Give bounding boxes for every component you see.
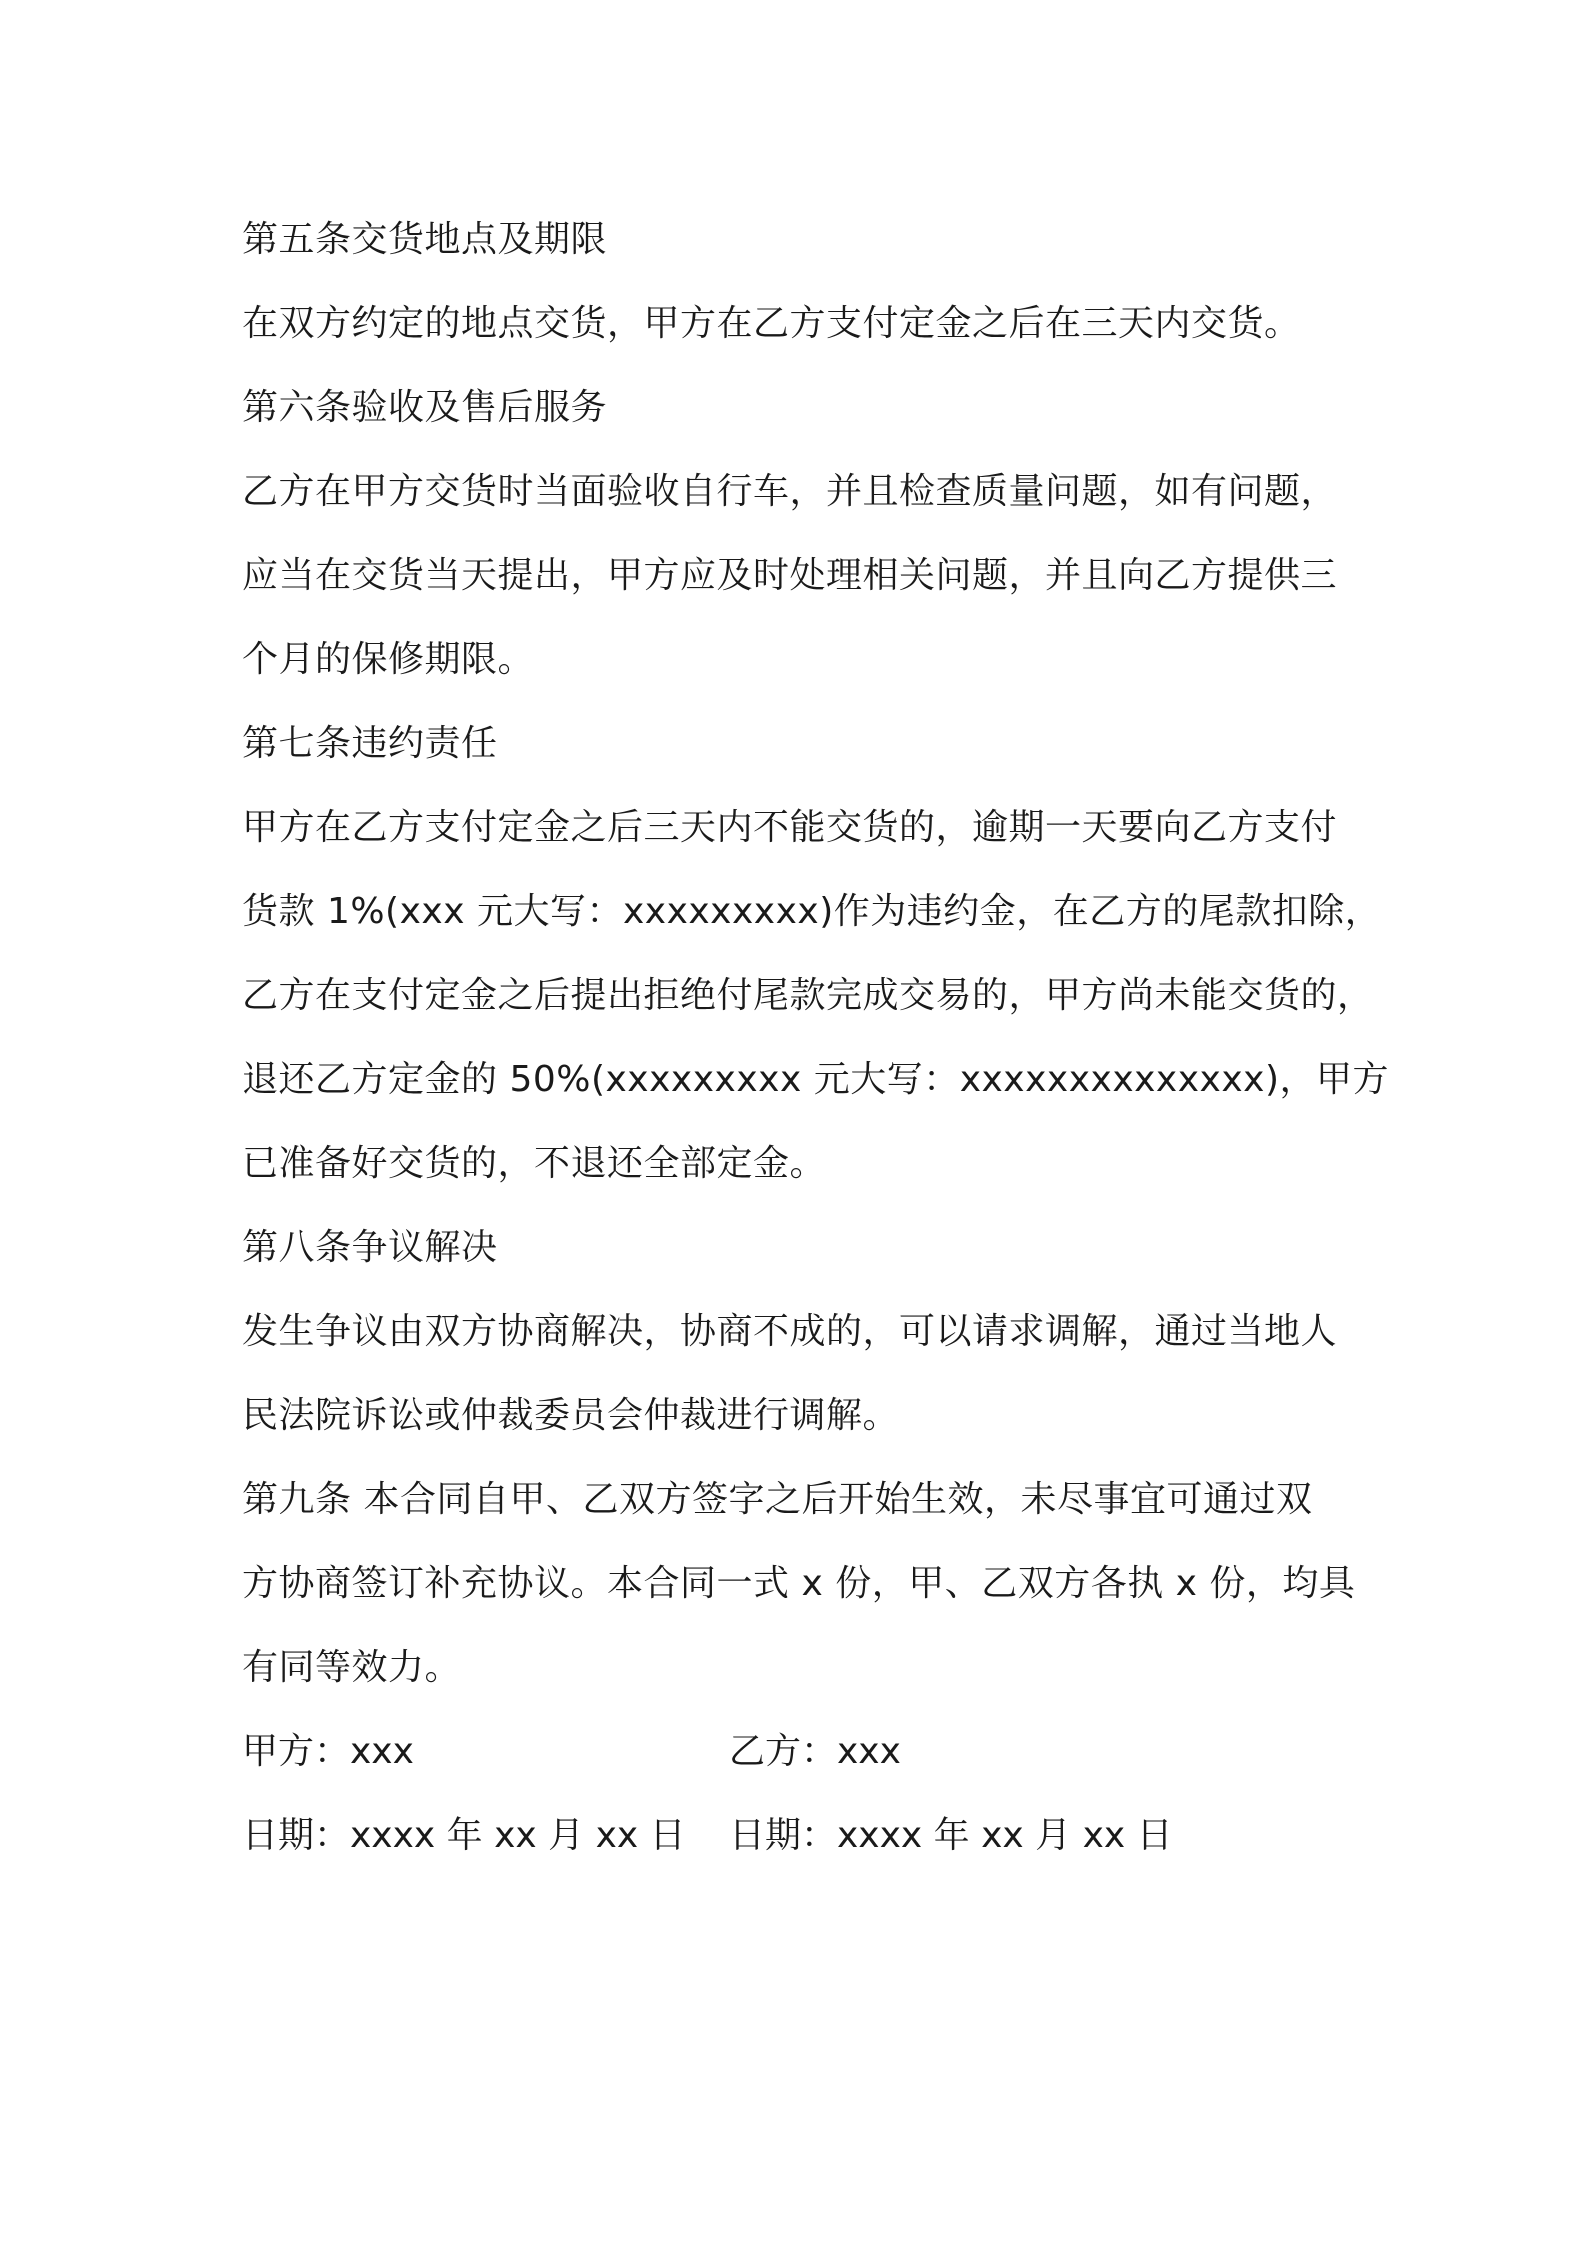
article-9-body-line: 方协商签订补充协议。本合同一式 x 份，甲、乙双方各执 x 份，均具 xyxy=(242,1563,1356,1604)
article-9-body-line: 第九条 本合同自甲、乙双方签字之后开始生效，未尽事宜可通过双 xyxy=(242,1479,1313,1520)
article-5-heading: 第五条交货地点及期限 xyxy=(242,219,608,260)
article-6-body-line: 乙方在甲方交货时当面验收自行车，并且检查质量问题，如有问题， xyxy=(242,471,1338,512)
contract-page xyxy=(242,198,1390,1878)
party-a-signature: 甲方：xxx xyxy=(242,1731,414,1772)
article-7-body-line: 已准备好交货的，不退还全部定金。 xyxy=(242,1143,827,1184)
article-5-body-line: 在双方约定的地点交货，甲方在乙方支付定金之后在三天内交货。 xyxy=(242,303,1301,344)
article-6-heading: 第六条验收及售后服务 xyxy=(242,387,608,428)
article-8-body-line: 民法院诉讼或仲裁委员会仲裁进行调解。 xyxy=(242,1395,900,1436)
article-7-body-line: 甲方在乙方支付定金之后三天内不能交货的，逾期一天要向乙方支付 xyxy=(242,807,1338,848)
article-8-heading: 第八条争议解决 xyxy=(242,1227,498,1268)
article-7-heading: 第七条违约责任 xyxy=(242,723,498,764)
article-6-body-line: 个月的保修期限。 xyxy=(242,639,535,680)
article-8-body-line: 发生争议由双方协商解决，协商不成的，可以请求调解，通过当地人 xyxy=(242,1311,1338,1352)
signature-row xyxy=(242,1710,1372,1794)
party-b-signature: 乙方：xxx xyxy=(729,1731,901,1772)
party-b-date: 日期：xxxx 年 xx 月 xx 日 xyxy=(729,1815,1173,1856)
article-7-body-line: 乙方在支付定金之后提出拒绝付尾款完成交易的，甲方尚未能交货的， xyxy=(242,975,1374,1016)
article-7-body-line: 退还乙方定金的 50%(xxxxxxxxx 元大写：xxxxxxxxxxxxxx)，甲方 xyxy=(242,1059,1390,1100)
article-9-body-line: 有同等效力。 xyxy=(242,1647,462,1688)
article-7-body-line: 货款 1%(xxx 元大写：xxxxxxxxx)作为违约金，在乙方的尾款扣除， xyxy=(242,891,1382,932)
party-a-date: 日期：xxxx 年 xx 月 xx 日 xyxy=(242,1815,686,1856)
article-6-body-line: 应当在交货当天提出，甲方应及时处理相关问题，并且向乙方提供三 xyxy=(242,555,1338,596)
date-row xyxy=(242,1794,1372,1878)
